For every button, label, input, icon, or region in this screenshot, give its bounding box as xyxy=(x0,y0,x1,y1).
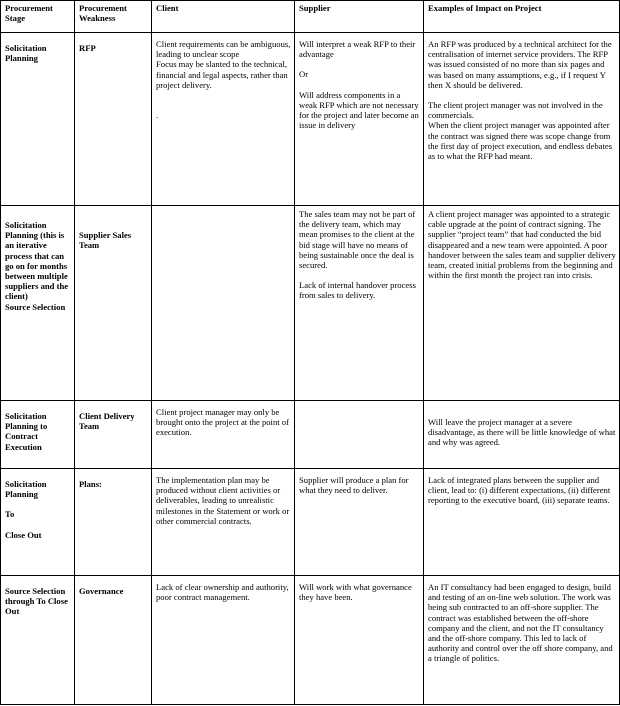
stage-text: Solicitation Planning xyxy=(5,479,47,500)
weakness-cell: Governance xyxy=(75,576,152,705)
weakness-cell: Plans: xyxy=(75,469,152,576)
impact-cell xyxy=(424,401,620,469)
weakness-cell: Supplier Sales Team xyxy=(75,206,152,401)
supplier-cell xyxy=(295,576,424,705)
stage-cell: Solicitation Planning xyxy=(1,33,75,206)
impact-text: An RFP was produced by a technical architect for the centralisation of internet service providers. The RFP was issued consisted of no more than six pages and was based on many assumptions, e.g., if I request Y then X should be delivered. xyxy=(428,39,612,90)
client-text: Lack of clear ownership and authority, poor contract management. xyxy=(156,582,289,603)
stage-cell xyxy=(1,206,75,401)
client-cell xyxy=(152,469,295,576)
stage-cell xyxy=(1,469,75,576)
client-cell xyxy=(152,401,295,469)
table-row xyxy=(1,206,620,401)
impact-cell xyxy=(424,469,620,576)
impact-text: When the client project manager was appointed after the contract was signed there was scope change from the first day of project execution, and endless debates as to what the RFP had meant. xyxy=(428,120,612,162)
table-row xyxy=(1,33,620,206)
impact-text: The client project manager was not involved in the commercials. xyxy=(428,100,603,121)
table-row xyxy=(1,576,620,705)
client-cell xyxy=(152,576,295,705)
header-procurement-weakness: Procurement Weakness xyxy=(75,1,152,33)
stage-text: Source Selection xyxy=(5,301,66,312)
client-cell xyxy=(152,33,295,206)
supplier-text: Or xyxy=(299,69,309,80)
header-impact: Examples of Impact on Project xyxy=(424,1,620,33)
supplier-cell xyxy=(295,33,424,206)
supplier-cell xyxy=(295,469,424,576)
supplier-cell xyxy=(295,206,424,401)
impact-text: An IT consultancy had been engaged to design, build and testing of an on-line web solution. The work was being sub contracted to an off-shore supplier. The contract was established between the off-shore company and the client, and not the IT consultancy and the off-shore company. This led to lack of authority and control over the off shore company, and a triangle of politics. xyxy=(428,582,613,664)
client-cell xyxy=(152,206,295,401)
table-row xyxy=(1,401,620,469)
stage-cell: Solicitation Planning to Contract Execution xyxy=(1,401,75,469)
table-header-row xyxy=(1,1,620,33)
stage-cell: Source Selection through To Close Out xyxy=(1,576,75,705)
impact-cell xyxy=(424,33,620,206)
header-client: Client xyxy=(152,1,295,33)
supplier-text: Lack of internal handover process from sales to delivery. xyxy=(299,280,416,301)
supplier-text: Will address components in a weak RFP which are not necessary for the project and later become an issue in delivery xyxy=(299,89,419,131)
impact-text: Lack of integrated plans between the supplier and client, lead to: (i) different expectations, (ii) different reporting to the executive board, (iii) separate teams. xyxy=(428,475,611,506)
client-text: . xyxy=(156,110,159,121)
client-text: Focus may be slanted to the technical, financial and legal aspects, rather than project delivery. xyxy=(156,59,288,90)
weakness-cell: Client Delivery Team xyxy=(75,401,152,469)
supplier-text: The sales team may not be part of the delivery team, which may mean promises to the client at the bid stage will have no means of being sustainable once the deal is secured. xyxy=(299,209,416,271)
impact-cell xyxy=(424,206,620,401)
supplier-cell xyxy=(295,401,424,469)
header-supplier: Supplier xyxy=(295,1,424,33)
impact-cell xyxy=(424,576,620,705)
table-row xyxy=(1,469,620,576)
supplier-text: Will interpret a weak RFP to their advantage xyxy=(299,39,416,60)
supplier-text: Supplier will produce a plan for what they need to deliver. xyxy=(299,475,409,496)
supplier-text: Will work with what governance they have been. xyxy=(299,582,412,603)
impact-text: A client project manager was appointed to a strategic cable upgrade at the point of contract signing. The supplier “project team” that had conducted the bid disappeared and a new team were appointed. A poor handover between the sales team and supplier delivery team, created initial problems from the beginning and within the first month the project ran into crisis. xyxy=(428,209,616,281)
stage-text: Close Out xyxy=(5,529,42,540)
client-text: Client project manager may only be brought onto the project at the point of execution. xyxy=(156,407,289,438)
stage-text: Solicitation Planning (this is an iterative process that can go on for months between multiple suppliers and the client) xyxy=(5,220,69,302)
impact-text: Will leave the project manager at a severe disadvantage, as there will be little knowledge of what and why was agreed. xyxy=(428,417,616,448)
header-procurement-stage: Procurement Stage xyxy=(1,1,75,33)
weakness-cell: RFP xyxy=(75,33,152,206)
client-text: Client requirements can be ambiguous, leading to unclear scope xyxy=(156,39,291,60)
stage-text: To xyxy=(5,509,15,520)
client-text: The implementation plan may be produced without client activities or deliverables, leading to unrealistic milestones in the Statement or work or other commercial contracts. xyxy=(156,475,290,526)
